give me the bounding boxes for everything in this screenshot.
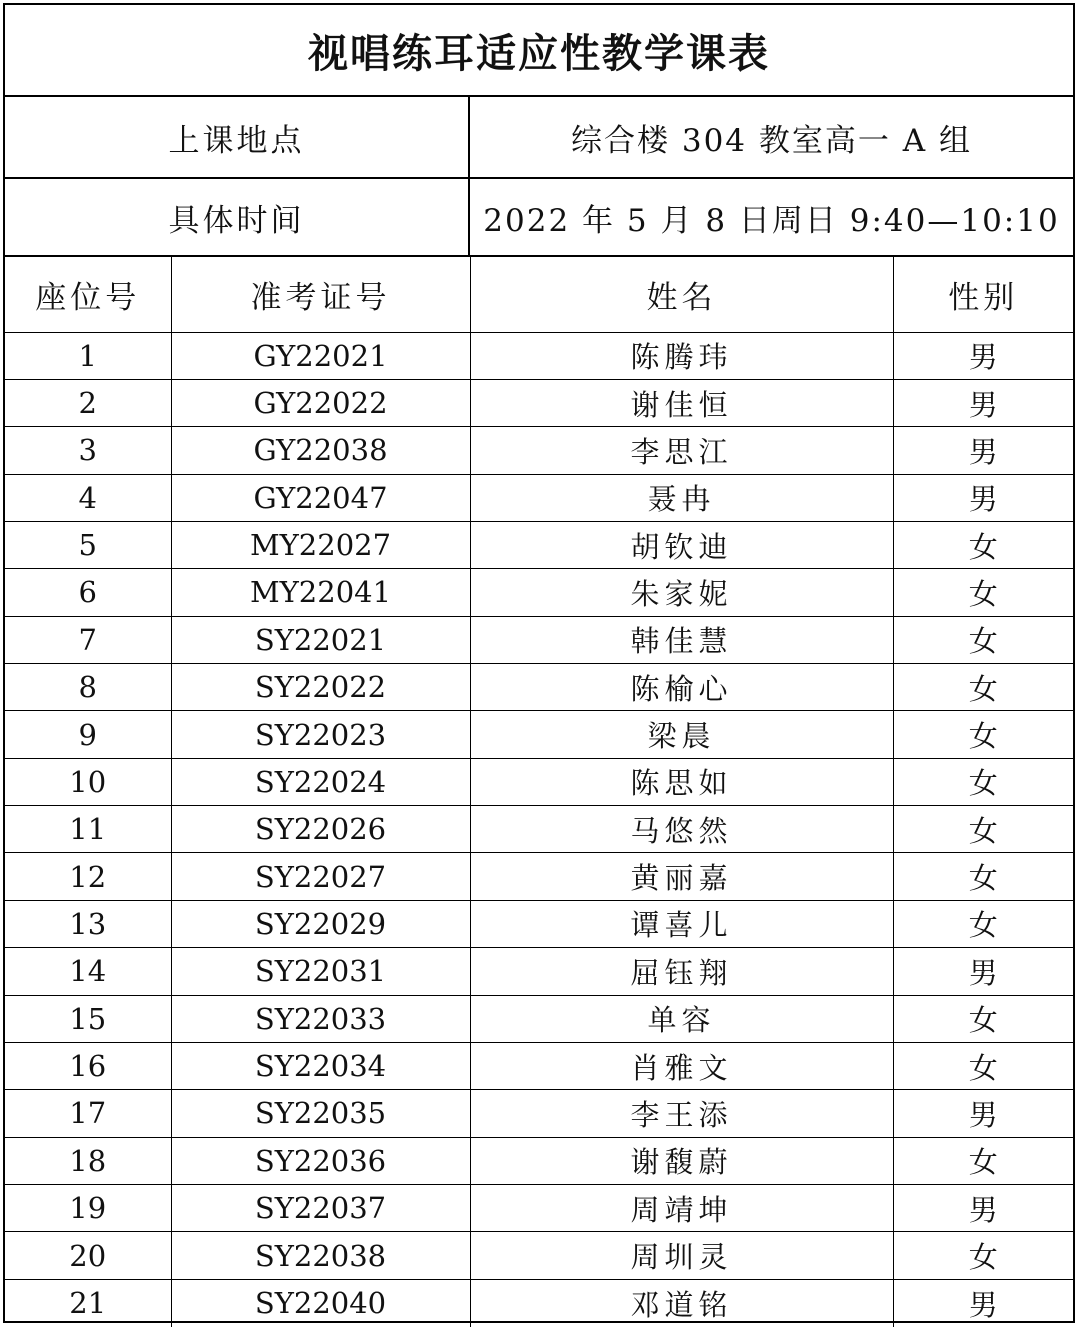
seat-cell: 15	[5, 995, 171, 1042]
gender-cell: 女	[893, 995, 1073, 1042]
seat-cell: 17	[5, 1090, 171, 1137]
gender-cell: 男	[893, 1090, 1073, 1137]
table-row	[5, 379, 1073, 426]
column-header-seat: 座位号	[5, 257, 171, 332]
name-cell: 肖雅文	[470, 1042, 893, 1089]
seat-cell: 6	[5, 569, 171, 616]
exam-id-cell: GY22047	[171, 474, 470, 521]
seat-cell: 9	[5, 711, 171, 758]
name-cell: 韩佳慧	[470, 616, 893, 663]
exam-id-cell: SY22022	[171, 664, 470, 711]
column-header-gender: 性别	[893, 257, 1073, 332]
exam-id-cell: SY22034	[171, 1042, 470, 1089]
name-cell: 谢佳恒	[470, 379, 893, 426]
name-cell: 单容	[470, 995, 893, 1042]
table-row	[5, 1232, 1073, 1279]
table-row	[5, 1042, 1073, 1089]
exam-id-cell: SY22027	[171, 853, 470, 900]
exam-id-cell: SY22023	[171, 711, 470, 758]
table-row	[5, 1137, 1073, 1184]
exam-id-cell: SY22038	[171, 1232, 470, 1279]
table-row	[5, 1090, 1073, 1137]
table-row	[5, 569, 1073, 616]
seat-cell: 16	[5, 1042, 171, 1089]
seat-cell: 14	[5, 948, 171, 995]
exam-id-cell: SY22037	[171, 1184, 470, 1231]
name-cell: 梁晨	[470, 711, 893, 758]
gender-cell: 女	[893, 616, 1073, 663]
seat-cell: 4	[5, 474, 171, 521]
table-row	[5, 664, 1073, 711]
table-row	[5, 806, 1073, 853]
table-row	[5, 427, 1073, 474]
name-cell: 屈钰翔	[470, 948, 893, 995]
exam-id-cell: SY22031	[171, 948, 470, 995]
seat-cell: 19	[5, 1184, 171, 1231]
gender-cell: 女	[893, 1137, 1073, 1184]
seat-cell: 12	[5, 853, 171, 900]
exam-id-cell: SY22036	[171, 1137, 470, 1184]
exam-id-cell: GY22038	[171, 427, 470, 474]
exam-id-cell: SY22026	[171, 806, 470, 853]
schedule-sheet	[3, 3, 1075, 1323]
table-header-row	[5, 257, 1073, 332]
gender-cell: 女	[893, 1232, 1073, 1279]
name-cell: 黄丽嘉	[470, 853, 893, 900]
page-title: 视唱练耳适应性教学课表	[5, 5, 1073, 97]
gender-cell: 女	[893, 806, 1073, 853]
name-cell: 聂冉	[470, 474, 893, 521]
gender-cell: 男	[893, 379, 1073, 426]
table-row	[5, 758, 1073, 805]
table-row	[5, 853, 1073, 900]
exam-id-cell: GY22021	[171, 332, 470, 379]
table-row	[5, 948, 1073, 995]
name-cell: 胡钦迪	[470, 521, 893, 568]
seat-cell: 18	[5, 1137, 171, 1184]
table-row	[5, 995, 1073, 1042]
seat-cell: 3	[5, 427, 171, 474]
seat-cell: 13	[5, 900, 171, 947]
name-cell: 邓道铭	[470, 1279, 893, 1326]
exam-id-cell: MY22027	[171, 521, 470, 568]
table-row	[5, 474, 1073, 521]
name-cell: 周圳灵	[470, 1232, 893, 1279]
exam-id-cell: SY22033	[171, 995, 470, 1042]
gender-cell: 女	[893, 1042, 1073, 1089]
gender-cell: 女	[893, 900, 1073, 947]
exam-id-cell: SY22040	[171, 1279, 470, 1326]
location-row	[5, 97, 1073, 179]
table-row	[5, 900, 1073, 947]
name-cell: 李王添	[470, 1090, 893, 1137]
name-cell: 李思江	[470, 427, 893, 474]
gender-cell: 男	[893, 1184, 1073, 1231]
exam-id-cell: GY22022	[171, 379, 470, 426]
name-cell: 马悠然	[470, 806, 893, 853]
seat-cell: 20	[5, 1232, 171, 1279]
seat-cell: 8	[5, 664, 171, 711]
seat-cell: 1	[5, 332, 171, 379]
exam-id-cell: SY22021	[171, 616, 470, 663]
gender-cell: 男	[893, 332, 1073, 379]
gender-cell: 男	[893, 1279, 1073, 1326]
table-row	[5, 711, 1073, 758]
gender-cell: 男	[893, 427, 1073, 474]
exam-id-cell: MY22041	[171, 569, 470, 616]
table-row	[5, 1184, 1073, 1231]
gender-cell: 女	[893, 711, 1073, 758]
table-row	[5, 616, 1073, 663]
name-cell: 陈榆心	[470, 664, 893, 711]
name-cell: 朱家妮	[470, 569, 893, 616]
name-cell: 谢馥蔚	[470, 1137, 893, 1184]
gender-cell: 女	[893, 664, 1073, 711]
exam-id-cell: SY22024	[171, 758, 470, 805]
gender-cell: 男	[893, 474, 1073, 521]
seat-cell: 2	[5, 379, 171, 426]
seat-cell: 7	[5, 616, 171, 663]
exam-id-cell: SY22035	[171, 1090, 470, 1137]
name-cell: 周靖坤	[470, 1184, 893, 1231]
name-cell: 陈腾玮	[470, 332, 893, 379]
gender-cell: 女	[893, 853, 1073, 900]
location-value: 综合楼 304 教室高一 A 组	[571, 122, 972, 159]
gender-cell: 女	[893, 521, 1073, 568]
exam-id-cell: SY22029	[171, 900, 470, 947]
name-cell: 谭喜儿	[470, 900, 893, 947]
gender-cell: 女	[893, 758, 1073, 805]
table-row	[5, 1279, 1073, 1326]
time-label: 具体时间	[5, 179, 470, 255]
seat-cell: 5	[5, 521, 171, 568]
seat-cell: 21	[5, 1279, 171, 1326]
gender-cell: 女	[893, 569, 1073, 616]
column-header-name: 姓名	[470, 257, 893, 332]
student-table	[5, 257, 1073, 1327]
table-row	[5, 521, 1073, 568]
time-row	[5, 179, 1073, 257]
seat-cell: 11	[5, 806, 171, 853]
table-row	[5, 332, 1073, 379]
name-cell: 陈思如	[470, 758, 893, 805]
column-header-exam-id: 准考证号	[171, 257, 470, 332]
location-label: 上课地点	[5, 97, 470, 177]
gender-cell: 男	[893, 948, 1073, 995]
time-value: 2022 年 5 月 8 日周日 9:40—10:10	[483, 202, 1060, 239]
seat-cell: 10	[5, 758, 171, 805]
